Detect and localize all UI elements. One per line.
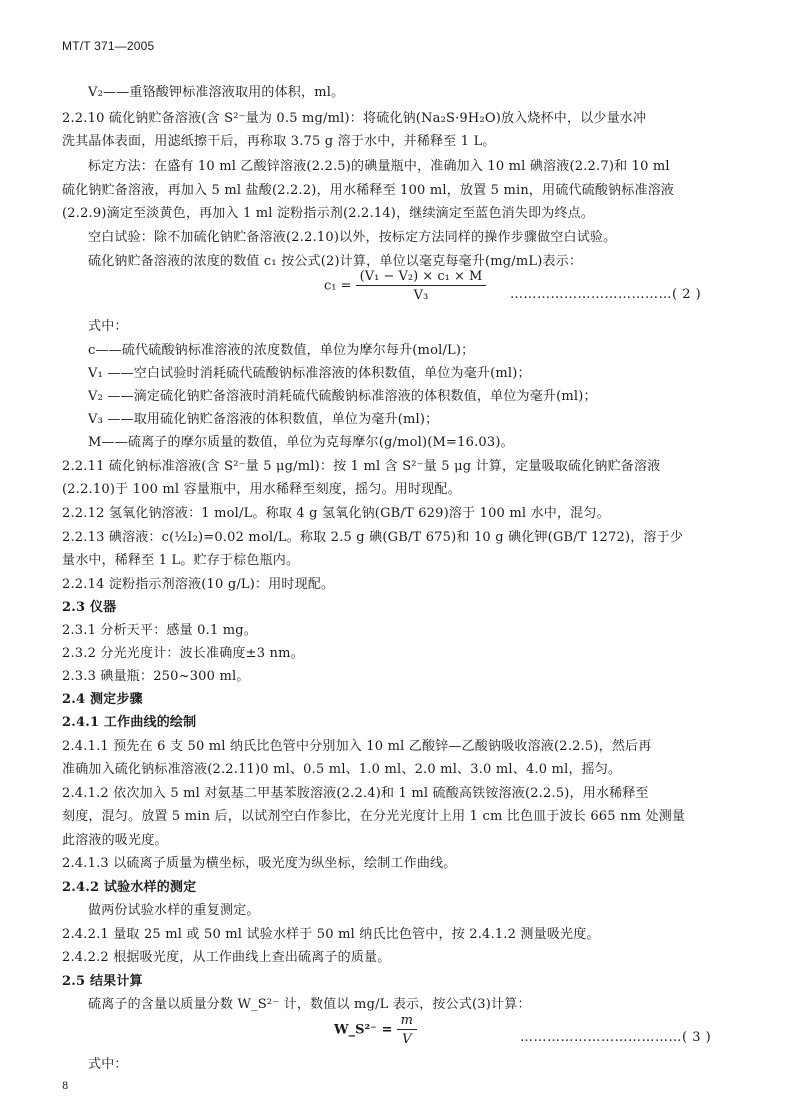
- text-line: 此溶液的吸光度。: [62, 833, 168, 848]
- formula-lhs: W_S²⁻ =: [334, 1022, 393, 1038]
- text-line: 式中：: [88, 319, 128, 334]
- clause-2-4-1-3: 2.4.1.3 以硫离子质量为横坐标，吸光度为纵坐标，绘制工作曲线。: [62, 856, 457, 871]
- text-line: 空白试验：除不加硫化钠贮备溶液(2.2.10)以外，按标定方法同样的操作步骤做空白试验。: [88, 230, 617, 245]
- fraction-numerator: (V₁ − V₂) × c₁ × M: [356, 270, 487, 286]
- clause-2-2-12: 2.2.12 氢氧化钠溶液：1 mol/L。称取 4 g 氢氧化钠(GB/T 629)溶于 100 ml 水中，混匀。: [62, 506, 610, 521]
- section-heading: 2.5 结果计算: [62, 974, 143, 989]
- clause-2-4-1-2: 2.4.1.2 依次加入 5 ml 对氨基二甲基苯胺溶液(2.2.4)和 1 ml 硫酸高铁铵溶液(2.2.5)，用水稀释至: [62, 786, 649, 801]
- variable-definition: c——硫代硫酸钠标准溶液的浓度数值，单位为摩尔每升(mol/L)；: [88, 343, 475, 358]
- formula-number: ( 3 ): [682, 1030, 712, 1045]
- clause-2-3-1: 2.3.1 分析天平：感量 0.1 mg。: [62, 623, 257, 638]
- text-line: 洗其晶体表面，用滤纸擦干后，再称取 3.75 g 溶于水中，并稀释至 1 L。: [62, 134, 496, 149]
- text-line: 硫离子的含量以质量分数 W_S²⁻ 计，数值以 mg/L 表示，按公式(3)计算：: [88, 997, 531, 1012]
- text-line: 量水中，稀释至 1 L。贮存于棕色瓶内。: [62, 553, 300, 568]
- variable-definition: M——硫离子的摩尔质量的数值，单位为克每摩尔(g/mol)(M=16.03)。: [88, 435, 514, 450]
- clause-2-2-11: 2.2.11 硫化钠标准溶液(含 S²⁻量 5 μg/ml)：按 1 ml 含 S²⁻量 5 μg 计算，定量吸取硫化钠贮备溶液: [62, 459, 661, 474]
- clause-2-3-3: 2.3.3 碘量瓶：250~300 ml。: [62, 669, 250, 684]
- formula-leader-dots: ………………………………( 3 ): [520, 1030, 712, 1045]
- standard-header: MT/T 371—2005: [62, 39, 155, 53]
- clause-2-2-14: 2.2.14 淀粉指示剂溶液(10 g/L)：用时现配。: [62, 577, 335, 592]
- subsection-heading: 2.4.2 试验水样的测定: [62, 880, 197, 895]
- formula-2: [324, 270, 486, 302]
- fraction: [397, 1014, 417, 1046]
- section-heading: 2.3 仪器: [62, 600, 117, 615]
- text-line: (2.2.9)滴定至淡黄色，再加入 1 ml 淀粉指示剂(2.2.14)，继续滴定至蓝色消失即为终点。: [62, 206, 595, 221]
- text-line: 刻度，混匀。放置 5 min 后，以试剂空白作参比，在分光光度计上用 1 cm 比色皿于波长 665 nm 处测量: [62, 809, 686, 824]
- formula-3: [334, 1014, 417, 1046]
- clause-2-4-2-1: 2.4.2.1 量取 25 ml 或 50 ml 试验水样于 50 ml 纳氏比色管中，按 2.4.1.2 测量吸光度。: [62, 927, 600, 942]
- text-line: 标定方法：在盛有 10 ml 乙酸锌溶液(2.2.5)的碘量瓶中，准确加入 10 ml 碘溶液(2.2.7)和 10 ml: [88, 159, 670, 174]
- fraction-denominator: V: [402, 1032, 412, 1047]
- clause-2-3-2: 2.3.2 分光光度计：波长准确度±3 nm。: [62, 646, 304, 661]
- formula-leader-dots: ………………………………( 2 ): [510, 287, 702, 302]
- fraction: [356, 270, 487, 302]
- text-line: 做两份试验水样的重复测定。: [88, 903, 260, 918]
- formula-lhs: c₁ =: [324, 278, 352, 294]
- fraction-numerator: m: [397, 1014, 417, 1030]
- text-line: V₂——重铬酸钾标准溶液取用的体积，ml。: [88, 85, 345, 100]
- variable-definition: V₃ ——取用硫化钠贮备溶液的体积数值，单位为毫升(ml)；: [88, 412, 439, 427]
- clause-2-2-13: 2.2.13 碘溶液：c(½I₂)=0.02 mol/L。称取 2.5 g 碘(GB/T 675)和 10 g 碘化钾(GB/T 1272)，溶于少: [62, 530, 684, 545]
- formula-number: ( 2 ): [672, 287, 702, 302]
- fraction-denominator: V₃: [413, 288, 429, 303]
- clause-2-2-10: 2.2.10 硫化钠贮备溶液(含 S²⁻量为 0.5 mg/ml)：将硫化钠(Na₂S·9H₂O)放入烧杯中，以少量水冲: [62, 111, 647, 126]
- text-line: (2.2.10)于 100 ml 容量瓶中，用水稀释至刻度，摇匀。用时现配。: [62, 482, 461, 497]
- clause-2-4-2-2: 2.4.2.2 根据吸光度，从工作曲线上查出硫离子的质量。: [62, 950, 391, 965]
- text-line: 式中：: [88, 1057, 128, 1072]
- text-line: 硫化钠贮备溶液的浓度的数值 c₁ 按公式(2)计算，单位以毫克每毫升(mg/mL)表示：: [88, 254, 583, 269]
- section-heading: 2.4 测定步骤: [62, 692, 143, 707]
- text-line: 准确加入硫化钠标准溶液(2.2.11)0 ml、0.5 ml、1.0 ml、2.0 ml、3.0 ml、4.0 ml，摇匀。: [62, 762, 622, 777]
- subsection-heading: 2.4.1 工作曲线的绘制: [62, 715, 197, 730]
- page-number: 8: [62, 1081, 69, 1092]
- text-line: 硫化钠贮备溶液，再加入 5 ml 盐酸(2.2.2)，用水稀释至 100 ml，放置 5 min，用硫代硫酸钠标准溶液: [62, 183, 675, 198]
- variable-definition: V₁ ——空白试验时消耗硫代硫酸钠标准溶液的体积数值，单位为毫升(ml)；: [88, 366, 531, 381]
- clause-2-4-1-1: 2.4.1.1 预先在 6 支 50 ml 纳氏比色管中分别加入 10 ml 乙酸锌—乙酸钠吸收溶液(2.2.5)，然后再: [62, 739, 652, 754]
- variable-definition: V₂ ——滴定硫化钠贮备溶液时消耗硫代硫酸钠标准溶液的体积数值，单位为毫升(ml)；: [88, 389, 597, 404]
